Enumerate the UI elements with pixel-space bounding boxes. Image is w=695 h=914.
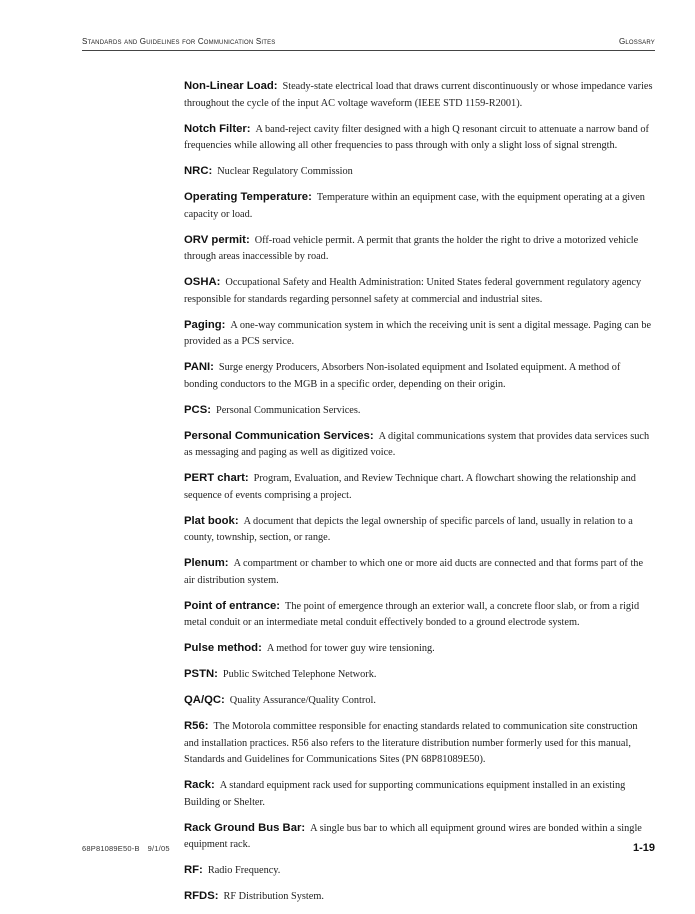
glossary-entry xyxy=(184,274,654,308)
glossary-term: RF: xyxy=(184,864,203,876)
glossary-term: Plenum: xyxy=(184,557,229,569)
document-number: 68P81089E50-B xyxy=(82,844,140,853)
glossary-definition: A single bus bar to which all equipment ground wires are bonded within a single equipment rack. xyxy=(184,822,642,850)
glossary-definition: Temperature within an equipment case, with the equipment operating at a given capacity or load. xyxy=(184,192,645,220)
glossary-term: RFDS: xyxy=(184,890,219,902)
glossary-definition: A standard equipment rack used for supporting communications equipment installed in an existing Building or Shelter. xyxy=(184,780,626,808)
glossary-term: Point of entrance: xyxy=(184,599,281,612)
glossary-definition: Off-road vehicle permit. A permit that grants the holder the right to drive a motorized vehicle through areas inaccessible by road. xyxy=(184,234,639,262)
running-header-title: Standards and Guidelines for Communication Sites xyxy=(82,37,276,46)
glossary-entry xyxy=(184,402,654,420)
glossary-term: Rack Ground Bus Bar: xyxy=(184,821,306,834)
glossary-entry xyxy=(184,78,654,112)
glossary-entry xyxy=(184,232,654,266)
glossary-term: QA/QC: xyxy=(184,694,225,706)
glossary-entry xyxy=(184,640,654,658)
glossary-term: Pulse method: xyxy=(184,642,262,654)
glossary-entry xyxy=(184,121,654,155)
glossary-entry xyxy=(184,359,654,393)
glossary-list xyxy=(184,78,654,914)
glossary-term: Rack: xyxy=(184,779,215,791)
glossary-entry xyxy=(184,598,654,632)
glossary-entry xyxy=(184,163,654,181)
glossary-entry xyxy=(184,888,654,906)
glossary-term: Paging: xyxy=(184,318,226,331)
document-date: 9/1/05 xyxy=(147,844,170,853)
glossary-definition: Steady-state electrical load that draws current discontinuously or whose impedance varies throughout the cycle of the input AC voltage waveform (IEEE STD 1159-R2001). xyxy=(184,81,653,109)
glossary-entry xyxy=(184,718,654,769)
glossary-term: PSTN: xyxy=(184,668,218,680)
glossary-term: PERT chart: xyxy=(184,472,249,484)
glossary-definition: Program, Evaluation, and Review Technique chart. A flowchart showing the relationship and sequence of events comprising a project. xyxy=(184,473,636,501)
glossary-definition: Personal Communication Services. xyxy=(216,404,361,416)
glossary-definition: A document that depicts the legal ownership of specific parcels of land, usually in relation to a county, township, section, or range. xyxy=(184,515,633,543)
glossary-definition: A one-way communication system in which the receiving unit is sent a digital message. Paging can be provided as a PCS service. xyxy=(184,319,652,347)
header-rule xyxy=(82,50,655,51)
glossary-definition: Radio Frequency. xyxy=(207,865,281,876)
glossary-definition: Nuclear Regulatory Commission xyxy=(217,166,353,177)
glossary-entry xyxy=(184,555,654,589)
glossary-term: ORV permit: xyxy=(184,233,250,246)
glossary-entry xyxy=(184,666,654,684)
glossary-term: Non-Linear Load: xyxy=(184,80,278,92)
glossary-term: Plat book: xyxy=(184,514,239,527)
glossary-term: Operating Temperature: xyxy=(184,191,312,203)
glossary-definition: The point of emergence through an exterior wall, a concrete floor slab, or from a rigid metal conduit or an intermediate metal conduit effectively bonded to a ground electrode system. xyxy=(184,600,640,628)
glossary-term: PANI: xyxy=(184,361,214,373)
glossary-definition: Occupational Safety and Health Administration: United States federal government regulatory agency responsible for standards regarding personnel safety at commercial and industrial sites. xyxy=(184,277,642,305)
glossary-term: PCS: xyxy=(184,403,211,416)
glossary-definition: A compartment or chamber to which one or more aid ducts are connected and that forms part of the air distribution system. xyxy=(184,558,644,586)
glossary-term: OSHA: xyxy=(184,276,221,288)
glossary-term: Notch Filter: xyxy=(184,122,251,135)
glossary-entry xyxy=(184,862,654,880)
glossary-definition: A method for tower guy wire tensioning. xyxy=(266,643,435,654)
glossary-definition: A band-reject cavity filter designed with a high Q resonant circuit to attenuate a narrow band of frequencies while allowing all other frequencies to pass through with only a slight loss of signal strength. xyxy=(184,123,649,151)
glossary-term: NRC: xyxy=(184,165,213,177)
glossary-term: Personal Communication Services: xyxy=(184,429,374,442)
glossary-definition: A digital communications system that provides data services such as messaging and paging as well as digitized voice. xyxy=(184,430,650,458)
glossary-definition: The Motorola committee responsible for enacting standards related to communication site construction and installation practices. R56 also refers to the literature distribution number formerly used for this manual, Standards and Guidelines for Communications Sites (PN 68P81089E50). xyxy=(184,721,638,765)
glossary-definition: Public Switched Telephone Network. xyxy=(222,669,377,680)
glossary-entry xyxy=(184,820,654,854)
glossary-term: R56: xyxy=(184,720,209,732)
glossary-definition: RF Distribution System. xyxy=(223,891,324,902)
glossary-definition: Surge energy Producers, Absorbers Non-isolated equipment and Isolated equipment. A method of bonding conductors to the MGB in a specific order, depending on their origin. xyxy=(184,362,621,390)
running-header-section: Glossary xyxy=(618,37,655,46)
glossary-entry xyxy=(184,470,654,504)
glossary-entry xyxy=(184,777,654,811)
glossary-entry xyxy=(184,189,654,223)
glossary-entry xyxy=(184,513,654,547)
glossary-entry xyxy=(184,428,654,462)
page-number: 1-19 xyxy=(632,842,655,854)
glossary-entry xyxy=(184,692,654,710)
glossary-definition: Quality Assurance/Quality Control. xyxy=(229,695,376,706)
glossary-entry xyxy=(184,317,654,351)
footer-doc-info xyxy=(82,844,170,853)
